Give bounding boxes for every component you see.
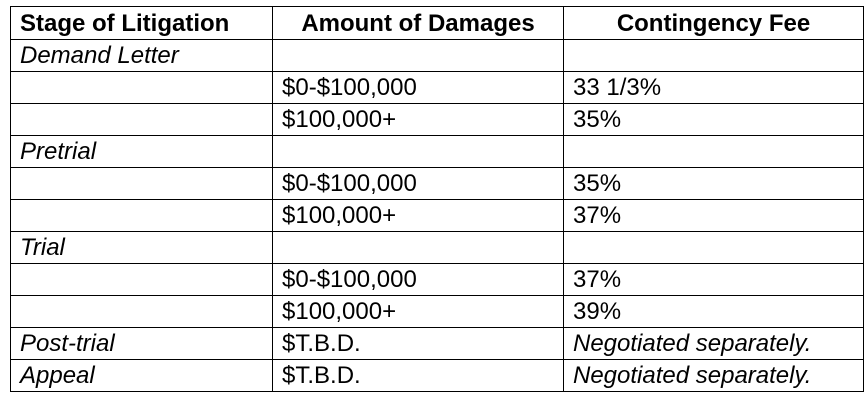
table-row xyxy=(11,136,864,168)
table-row xyxy=(11,40,864,72)
table-row xyxy=(11,104,864,136)
stage-cell xyxy=(11,296,273,328)
amount-cell: $T.B.D. xyxy=(273,360,564,392)
fee-cell: 33 1/3% xyxy=(564,72,864,104)
amount-cell: $T.B.D. xyxy=(273,328,564,360)
table-header-row xyxy=(11,7,864,40)
amount-cell: $0-$100,000 xyxy=(273,72,564,104)
table-row xyxy=(11,264,864,296)
table-row xyxy=(11,328,864,360)
fee-cell: Negotiated separately. xyxy=(564,360,864,392)
amount-cell xyxy=(273,232,564,264)
stage-cell: Post-trial xyxy=(11,328,273,360)
table-row xyxy=(11,232,864,264)
amount-cell: $0-$100,000 xyxy=(273,168,564,200)
stage-cell xyxy=(11,264,273,296)
contingency-fee-table xyxy=(10,6,864,392)
amount-cell xyxy=(273,40,564,72)
fee-cell: 39% xyxy=(564,296,864,328)
amount-cell xyxy=(273,136,564,168)
amount-cell: $100,000+ xyxy=(273,296,564,328)
fee-cell xyxy=(564,232,864,264)
table-row xyxy=(11,168,864,200)
amount-cell: $100,000+ xyxy=(273,200,564,232)
table-row xyxy=(11,200,864,232)
fee-cell: Negotiated separately. xyxy=(564,328,864,360)
stage-cell: Trial xyxy=(11,232,273,264)
stage-cell: Pretrial xyxy=(11,136,273,168)
stage-cell xyxy=(11,200,273,232)
header-stage: Stage of Litigation xyxy=(11,7,273,40)
table-row xyxy=(11,360,864,392)
stage-cell: Demand Letter xyxy=(11,40,273,72)
stage-cell xyxy=(11,168,273,200)
stage-cell xyxy=(11,72,273,104)
fee-cell: 37% xyxy=(564,200,864,232)
amount-cell: $0-$100,000 xyxy=(273,264,564,296)
table-row xyxy=(11,72,864,104)
amount-cell: $100,000+ xyxy=(273,104,564,136)
fee-cell: 35% xyxy=(564,104,864,136)
fee-cell xyxy=(564,136,864,168)
fee-cell xyxy=(564,40,864,72)
header-fee: Contingency Fee xyxy=(564,7,864,40)
stage-cell xyxy=(11,104,273,136)
fee-cell: 35% xyxy=(564,168,864,200)
table-row xyxy=(11,296,864,328)
fee-cell: 37% xyxy=(564,264,864,296)
stage-cell: Appeal xyxy=(11,360,273,392)
header-amount: Amount of Damages xyxy=(273,7,564,40)
